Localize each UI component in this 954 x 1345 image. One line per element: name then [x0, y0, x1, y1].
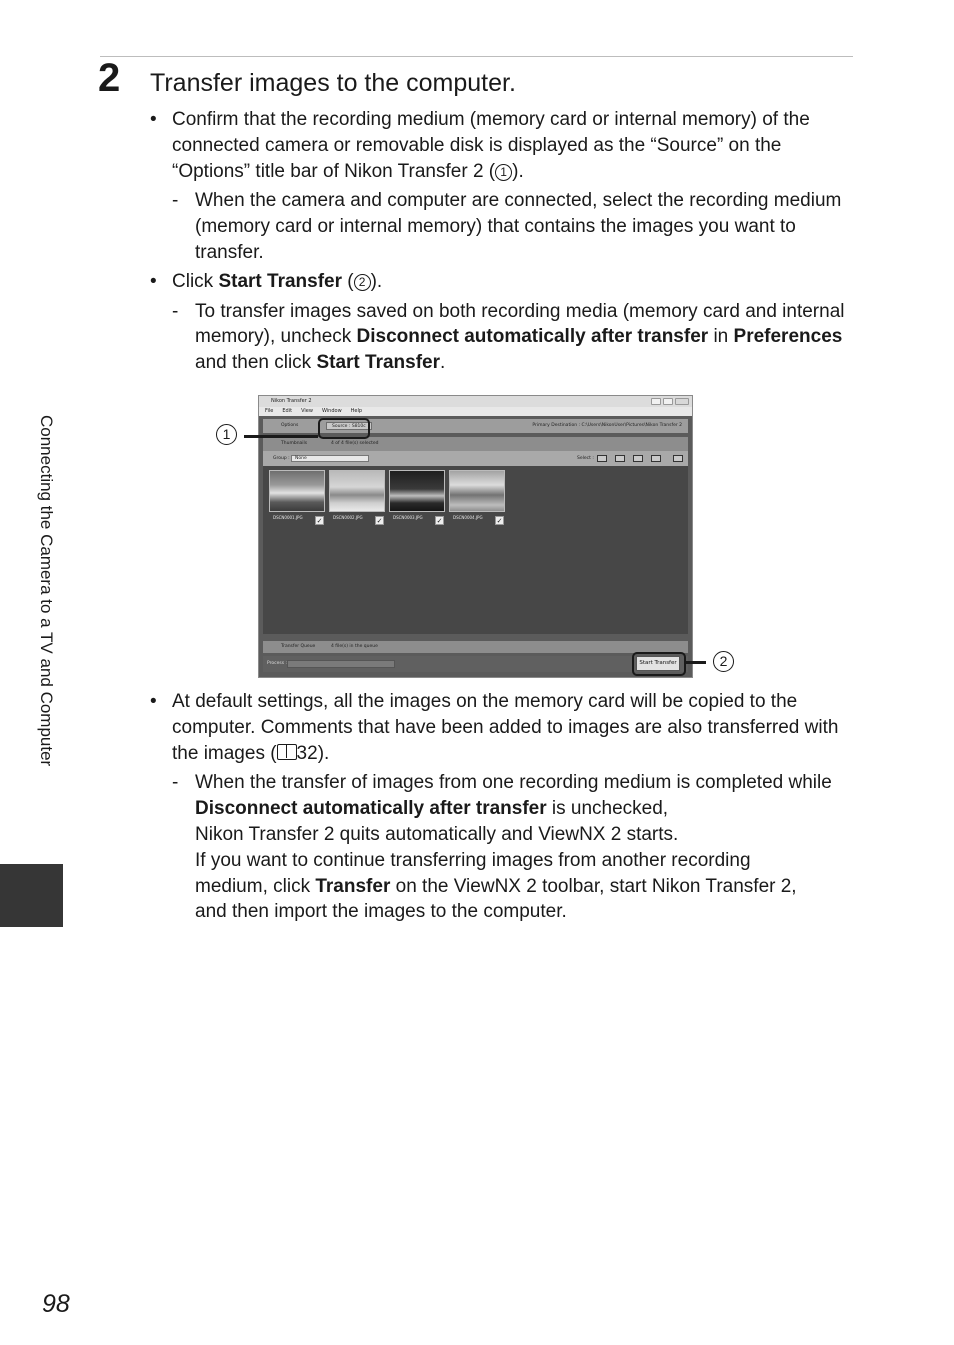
source-highlight: [318, 418, 370, 439]
options-bar: Options Source : S810c Primary Destination : C:\Users\NikonUser\Pictures\Nikon Transfer 2: [263, 419, 688, 433]
start-transfer-highlight: [632, 652, 686, 676]
select-protected-icon: [615, 455, 625, 462]
thumbnail-checkbox: ✓: [436, 517, 443, 525]
source-field: Source : S810c: [326, 422, 372, 430]
thumbnail-image: [389, 470, 445, 512]
bullet-confirm-source: • Confirm that the recording medium (memory card or internal memory) of the connected camera or removable disk is displayed as the “Source” on the “Options” title bar of Nikon Transfer 2 ( 1 ).: [150, 107, 855, 184]
thumbnail-item: DSCN0003.JPG ✓: [389, 470, 445, 528]
transfer-queue-bar: Transfer Queue 4 file(s) in the queue: [263, 641, 688, 653]
sub-transfer-complete: - When the transfer of images from one recording medium is completed while Disconnect automatically after transfer is unchecked, Nikon Transfer 2 quits automatically and ViewNX 2 starts. If you want to continue transferring images from another recording medium, click Transfer on the ViewNX 2 toolbar, start Nikon Transfer 2, and then import the images to the computer.: [150, 770, 855, 925]
options-icon: [673, 455, 683, 462]
menu-view: View: [301, 408, 313, 414]
deselect-icon: [651, 455, 661, 462]
sub-select-medium: - When the camera and computer are connected, select the recording medium (memory card or internal memory) that contains the images you want to transfer.: [150, 188, 855, 265]
menu-window: Window: [321, 408, 342, 414]
step-number: 2: [98, 56, 121, 100]
page-number: 98: [42, 1290, 70, 1318]
menu-bar: [259, 407, 692, 416]
thumbnail-item: DSCN0004.JPG ✓: [449, 470, 505, 528]
close-icon: [675, 398, 689, 405]
window-titlebar: Nikon Transfer 2: [259, 396, 692, 407]
callout-2: 2: [713, 651, 734, 672]
chapter-side-label: Connecting the Camera to a TV and Computer: [37, 415, 56, 767]
minimize-icon: [651, 398, 661, 405]
top-divider: [100, 56, 853, 57]
step-title: Transfer images to the computer.: [150, 69, 516, 97]
start-transfer-button: Start Transfer: [636, 656, 680, 671]
thumbnail-checkbox: ✓: [316, 517, 323, 525]
book-icon: [277, 744, 297, 760]
instructions-bottom: [150, 689, 855, 925]
thumbnail-grid: [263, 466, 688, 634]
marker-2: 2: [354, 274, 371, 291]
maximize-icon: [663, 398, 673, 405]
bullet-default-settings: • At default settings, all the images on the memory card will be copied to the computer. Comments that have been added to images are also transferred with the images ( 32).: [150, 689, 855, 766]
thumbnail-item: DSCN0001.JPG ✓: [269, 470, 325, 528]
process-bar: Process :: [263, 656, 688, 672]
callout-line-1: [244, 435, 318, 438]
group-bar: Group : None Select :: [263, 451, 688, 466]
bullet-click-start: • Click Start Transfer ( 2 ).: [150, 269, 855, 295]
instructions-top: [150, 107, 855, 376]
thumbnail-item: DSCN0002.JPG ✓: [329, 470, 385, 528]
marker-1: 1: [495, 164, 512, 181]
callout-line-2: [686, 661, 706, 664]
menu-edit: Edit: [282, 408, 293, 414]
thumbnail-checkbox: ✓: [376, 517, 383, 525]
process-progress: [287, 660, 395, 668]
thumbnail-image: [329, 470, 385, 512]
chapter-tab: [0, 864, 63, 927]
select-new-icon: [633, 455, 643, 462]
thumbnails-bar: Thumbnails 4 of 4 file(s) selected: [263, 437, 688, 451]
menu-file: File: [265, 408, 274, 414]
callout-1: 1: [216, 424, 237, 445]
group-select: None: [291, 455, 369, 462]
destination-label: Primary Destination : C:\Users\NikonUser\Pictures\Nikon Transfer 2: [532, 423, 682, 428]
thumbnail-checkbox: ✓: [496, 517, 503, 525]
thumbnail-image: [269, 470, 325, 512]
thumbnail-image: [449, 470, 505, 512]
sub-both-media: - To transfer images saved on both recording media (memory card and internal memory), uncheck Disconnect automatically after transfer in Preferences and then click Start Transfer.: [150, 299, 855, 376]
select-all-icon: [597, 455, 607, 462]
menu-help: Help: [350, 408, 363, 414]
